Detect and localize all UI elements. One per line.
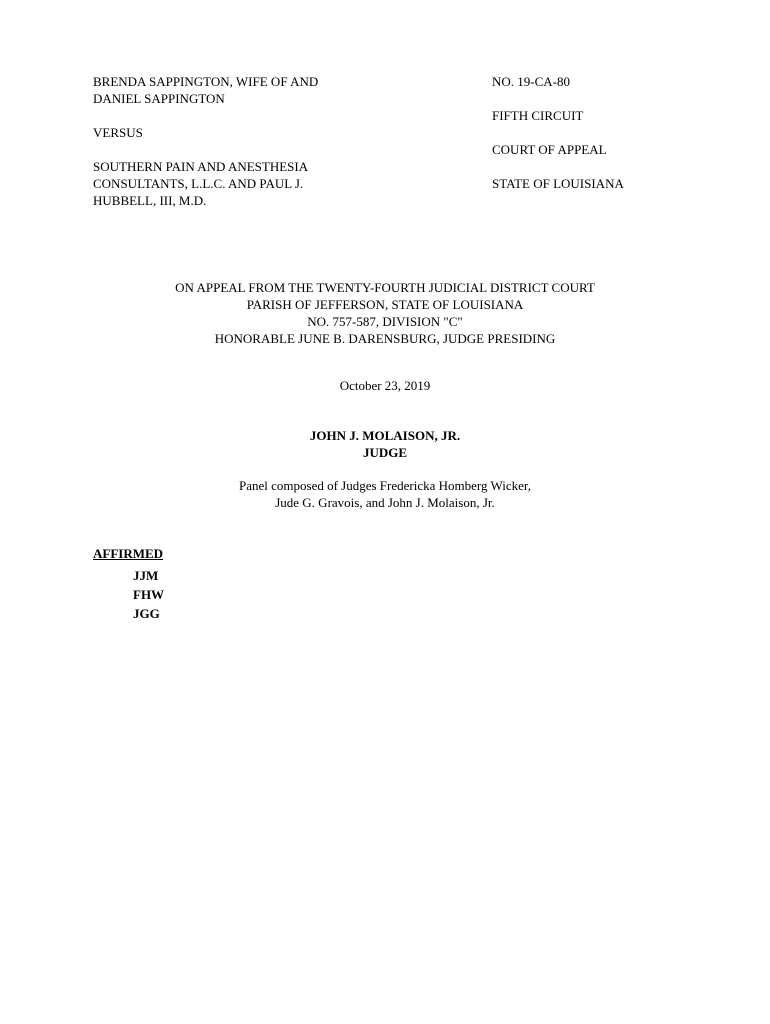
plaintiff-line-2: DANIEL SAPPINGTON — [93, 91, 225, 106]
appeal-line-2: PARISH OF JEFFERSON, STATE OF LOUISIANA — [246, 297, 524, 312]
spacer — [93, 141, 318, 158]
panel-composition — [0, 477, 770, 511]
initials-3: JGG — [133, 606, 160, 621]
panel-line-2: Jude G. Gravois, and John J. Molaison, Jr. — [275, 495, 495, 510]
appeal-source — [0, 279, 770, 347]
defendant-line-1: SOUTHERN PAIN AND ANESTHESIA — [93, 159, 309, 174]
disposition: AFFIRMED — [93, 546, 164, 561]
plaintiff-line-1: BRENDA SAPPINGTON, WIFE OF AND — [93, 74, 319, 89]
appeal-line-4: HONORABLE JUNE B. DARENSBURG, JUDGE PRESIDING — [214, 331, 556, 346]
defendant-line-3: HUBBELL, III, M.D. — [93, 193, 207, 208]
decision-date: October 23, 2019 — [339, 378, 431, 393]
panel-line-1: Panel composed of Judges Fredericka Homberg Wicker, — [239, 478, 531, 493]
judge-title: JUDGE — [362, 445, 408, 460]
court-info — [492, 73, 624, 192]
appeal-line-1: ON APPEAL FROM THE TWENTY-FOURTH JUDICIAL DISTRICT COURT — [175, 280, 595, 295]
authoring-judge — [0, 427, 770, 461]
judge-name: JOHN J. MOLAISON, JR. — [309, 428, 461, 443]
circuit-label: FIFTH CIRCUIT — [492, 108, 584, 123]
spacer — [492, 124, 624, 141]
court-name: COURT OF APPEAL — [492, 142, 607, 157]
initials-2: FHW — [133, 587, 165, 602]
state-label: STATE OF LOUISIANA — [492, 176, 624, 191]
defendant-line-2: CONSULTANTS, L.L.C. AND PAUL J. — [93, 176, 304, 191]
spacer — [492, 90, 624, 107]
docket-number: NO. 19-CA-80 — [492, 74, 570, 89]
versus-label: VERSUS — [93, 125, 143, 140]
initials-1: JJM — [133, 568, 159, 583]
case-caption — [93, 73, 318, 209]
judge-initials — [133, 566, 164, 623]
appeal-line-3: NO. 757-587, DIVISION "C" — [307, 314, 463, 329]
spacer — [492, 158, 624, 175]
spacer — [93, 107, 318, 124]
